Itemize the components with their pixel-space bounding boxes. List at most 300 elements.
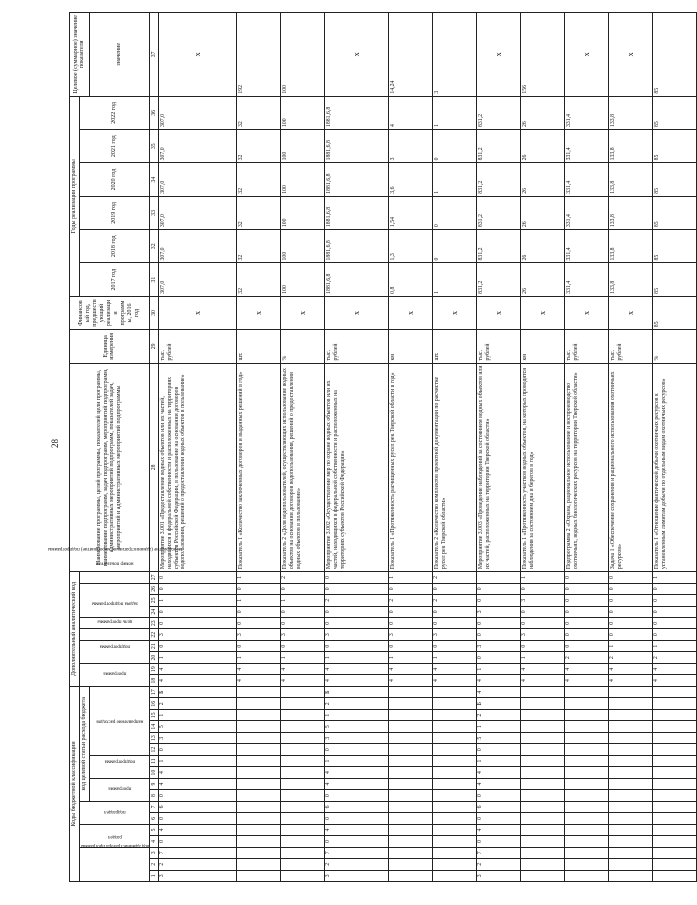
row-name: Показатель 2 «Количество комплектов проектной документации по расчистке русел рек Тверской области» (433, 363, 477, 572)
code-digit (653, 790, 697, 801)
year-2018-header: 2018 год (79, 230, 149, 263)
code-digit: 3 (433, 629, 477, 640)
code-digit: 5 (159, 721, 237, 732)
row-year-value: 100 (281, 130, 325, 163)
code-digit (389, 767, 433, 778)
code-digit: 2 (609, 652, 653, 663)
row-year-value: 331,4 (565, 196, 609, 229)
code-digit (389, 732, 433, 743)
row-year-value: 85 (653, 130, 697, 163)
row-year-value: 32 (237, 96, 281, 129)
code-digit (565, 709, 609, 720)
code-digit: 2 (325, 859, 389, 870)
code-digit: 2 (653, 652, 697, 663)
code-digit: 0 (159, 790, 237, 801)
code-digit (521, 698, 565, 709)
code-digit: 3 (325, 870, 389, 881)
code-digit: 0 (477, 583, 521, 594)
code-digit (565, 698, 609, 709)
row-year-value: 85 (653, 230, 697, 263)
row-year-value: 26 (521, 130, 565, 163)
code-digit: 3 (159, 870, 237, 881)
code-digit: 3 (325, 732, 389, 743)
table-row (159, 13, 237, 882)
program-header: программа (89, 778, 149, 801)
code-digit: 4 (477, 767, 521, 778)
code-digit: 0 (325, 836, 389, 847)
row-name: Показатель 1 «Протяженность участков водных объектов, на которых проводятся наблюдения за состоянием дна и берегов в год» (521, 363, 565, 572)
code-digit (565, 778, 609, 789)
code-digit: 4 (159, 778, 237, 789)
row-year-value: 0 (433, 130, 477, 163)
activity-header: мероприятие (административное мероприятие) подпрограммы (79, 583, 149, 617)
code-digit: 4 (433, 675, 477, 686)
code-digit: 1 (159, 709, 237, 720)
code-digit (609, 836, 653, 847)
code-digit: 1 (477, 721, 521, 732)
code-digit (565, 790, 609, 801)
column-number: 9 (149, 778, 159, 789)
column-number: 2 (149, 859, 159, 870)
code-digit: 2 (325, 698, 389, 709)
page-number: 28 (50, 439, 60, 448)
code-digit: Б (477, 698, 521, 709)
code-digit: 0 (281, 618, 325, 629)
code-digit (565, 801, 609, 812)
code-digit: 6 (159, 801, 237, 812)
column-number: 30 (149, 296, 159, 329)
code-digit: 1 (237, 652, 281, 663)
code-digit: 1 (159, 755, 237, 766)
code-digit: 1 (281, 595, 325, 606)
code-digit (653, 767, 697, 778)
row-year-value: 26 (521, 230, 565, 263)
code-digit: 3 (389, 629, 433, 640)
row-prev-year: 85 (653, 296, 697, 329)
column-number: 26 (149, 583, 159, 594)
year-2020-header: 2020 год (79, 163, 149, 196)
code-digit (609, 847, 653, 858)
code-digit: 4 (477, 778, 521, 789)
code-digit: 4 (653, 663, 697, 674)
code-digit (389, 744, 433, 755)
code-digit: 0 (477, 790, 521, 801)
code-digit (433, 767, 477, 778)
column-number: 11 (149, 755, 159, 766)
code-digit: 0 (653, 583, 697, 594)
code-digit: 4 (609, 663, 653, 674)
code-digit (281, 732, 325, 743)
subsection-header: подраздел (79, 801, 149, 824)
column-number: 3 (149, 847, 159, 858)
column-number: 20 (149, 652, 159, 663)
row-year-value: 133,8 (609, 130, 653, 163)
year-2017-header: 2017 год (79, 263, 149, 296)
column-number: 28 (149, 363, 159, 572)
code-digit (281, 744, 325, 755)
row-prev-year: x (433, 296, 477, 329)
code-digit: 0 (565, 572, 609, 583)
row-year-value: 1881,6,8 (325, 96, 389, 129)
code-digit: 0 (325, 813, 389, 824)
code-digit (653, 732, 697, 743)
code-digit (521, 790, 565, 801)
row-year-value: 1881,6,8 (325, 130, 389, 163)
code-digit: 0 (565, 618, 609, 629)
code-digit (433, 870, 477, 881)
code-digit (237, 847, 281, 858)
code-digit: 2 (281, 572, 325, 583)
row-year-value: 100 (281, 230, 325, 263)
code-digit: 1 (653, 572, 697, 583)
code-digit: 4 (609, 675, 653, 686)
row-year-value: 32 (237, 130, 281, 163)
column-numbers-row (149, 13, 159, 882)
code-digit (521, 755, 565, 766)
code-digit: 2 (159, 859, 237, 870)
code-digit (433, 721, 477, 732)
code-digit (521, 870, 565, 881)
ext-program-header: программа (79, 663, 149, 686)
code-digit (433, 847, 477, 858)
row-unit: шт. (237, 330, 281, 363)
row-name: Подпрограмма 2 «Охрана, рациональное использование и воспроизводство охотничьих, водных биологических ресурсов на территории Тверской области» (565, 363, 609, 572)
row-unit: % (281, 330, 325, 363)
row-target: x (609, 13, 653, 97)
code-digit (609, 732, 653, 743)
row-name: Показатель 2 «Доля водопользователей, осуществляющих использование водных объектов на основании договоров водопользования, решений о предоставлении водных объектов в пользование» (281, 363, 325, 572)
column-number: 23 (149, 618, 159, 629)
code-digit (521, 836, 565, 847)
row-year-value: 831,2 (477, 130, 521, 163)
code-digit (433, 686, 477, 698)
table-row (237, 13, 281, 882)
code-digit (609, 721, 653, 732)
row-prev-year: x (565, 296, 609, 329)
column-number: 8 (149, 790, 159, 801)
row-prev-year: x (477, 296, 521, 329)
code-digit: 4 (433, 663, 477, 674)
column-number: 36 (149, 96, 159, 129)
code-digit (281, 859, 325, 870)
code-digit (653, 698, 697, 709)
row-year-value: 831,2 (477, 96, 521, 129)
table-row (477, 13, 521, 882)
code-digit (389, 698, 433, 709)
column-number: 35 (149, 130, 159, 163)
code-digit: 0 (477, 629, 521, 640)
code-digit: 1 (521, 652, 565, 663)
unit-header: Единица измерения (70, 330, 150, 363)
row-name: Мероприятие 3.001 «Предоставление водных объектов или их частей, находящихся в федеральной собственности и расположенных на территориях субъектов Российской Федерации, в пользование на основании договоров водопользования, решений о предоставлении водных объектов в пользование» (159, 363, 237, 572)
code-digit (653, 721, 697, 732)
table-row (609, 13, 653, 882)
row-year-value: 100 (281, 96, 325, 129)
year-2019-header: 2019 год (79, 196, 149, 229)
row-year-value: 1 (433, 163, 477, 196)
code-digit (521, 778, 565, 789)
code-digit: 4 (159, 767, 237, 778)
code-digit (389, 778, 433, 789)
code-digit: 2 (433, 595, 477, 606)
row-year-value: 307,0 (159, 130, 237, 163)
code-digit: Б (325, 686, 389, 698)
code-digit: 2 (325, 595, 389, 606)
row-year-value: 307,0 (159, 163, 237, 196)
code-digit (609, 744, 653, 755)
code-digit: 0 (159, 572, 237, 583)
goal-header: цель программы (79, 629, 149, 640)
row-year-value: 1881,6,8 (325, 163, 389, 196)
row-name: Мероприятие 3.002 «Осуществление мер по охране водных объектов или их частей, находящихся в федеральной собственности и расположенных на территориях субъектов Российской Федерации» (325, 363, 389, 572)
table-row (325, 13, 389, 882)
code-digit (237, 813, 281, 824)
code-digit: 0 (477, 595, 521, 606)
code-digit (653, 709, 697, 720)
code-digit: 4 (325, 675, 389, 686)
code-digit (653, 824, 697, 835)
code-digit: 0 (159, 618, 237, 629)
row-year-value: 32 (237, 163, 281, 196)
row-prev-year: x (281, 296, 325, 329)
column-number: 13 (149, 732, 159, 743)
code-digit: 7 (477, 847, 521, 858)
code-digit: 1 (609, 640, 653, 651)
row-unit: км (389, 330, 433, 363)
code-digit (521, 847, 565, 858)
code-digit (281, 778, 325, 789)
code-digit (433, 813, 477, 824)
row-year-value: 26 (521, 96, 565, 129)
code-digit (237, 755, 281, 766)
code-digit: 2 (433, 572, 477, 583)
code-digit: 6 (325, 801, 389, 812)
code-digit (565, 686, 609, 698)
code-digit (281, 824, 325, 835)
row-year-value: 1,54 (389, 196, 433, 229)
code-digit (281, 698, 325, 709)
code-digit: 4 (237, 663, 281, 674)
code-digit (237, 859, 281, 870)
code-digit: 4 (159, 824, 237, 835)
code-digit (389, 824, 433, 835)
row-year-value: 3 (389, 130, 433, 163)
column-number: 15 (149, 709, 159, 720)
code-digit: 5 (477, 732, 521, 743)
year-2021-header: 2021 год (79, 130, 149, 163)
code-digit (653, 813, 697, 824)
code-digit: 0 (609, 629, 653, 640)
column-number: 6 (149, 813, 159, 824)
row-target: x (325, 13, 389, 97)
row-year-value: 32 (237, 230, 281, 263)
code-digit (653, 755, 697, 766)
row-year-value: 1 (433, 96, 477, 129)
code-digit: 0 (389, 606, 433, 617)
row-year-value: 831,2 (477, 263, 521, 296)
row-year-value: 831,2 (477, 230, 521, 263)
code-digit (433, 778, 477, 789)
code-digit (281, 870, 325, 881)
code-digit (433, 790, 477, 801)
row-prev-year: x (521, 296, 565, 329)
row-year-value: 26 (521, 163, 565, 196)
code-digit (521, 767, 565, 778)
code-digit (521, 859, 565, 870)
code-digit (237, 709, 281, 720)
admin-code-header: код администратора программы (79, 847, 149, 881)
code-digit: 0 (609, 583, 653, 594)
code-digit (281, 801, 325, 812)
column-number: 17 (149, 686, 159, 698)
column-number: 29 (149, 330, 159, 363)
row-year-value: 331,4 (565, 130, 609, 163)
code-digit: 0 (477, 813, 521, 824)
code-digit: 0 (389, 618, 433, 629)
year-2022-header: 2022 год (79, 96, 149, 129)
code-digit (389, 790, 433, 801)
column-number: 12 (149, 744, 159, 755)
code-digit (653, 836, 697, 847)
column-number: 32 (149, 230, 159, 263)
code-digit: 1 (389, 572, 433, 583)
row-unit: шт. (433, 330, 477, 363)
code-digit: 4 (477, 824, 521, 835)
code-digit (653, 686, 697, 698)
code-digit: 3 (237, 629, 281, 640)
code-digit (609, 778, 653, 789)
column-number: 27 (149, 572, 159, 583)
code-digit: 3 (325, 629, 389, 640)
code-digit: 0 (609, 595, 653, 606)
code-digit (237, 721, 281, 732)
code-digit: 0 (389, 640, 433, 651)
row-year-value: 133,8 (609, 163, 653, 196)
code-digit: 1 (521, 572, 565, 583)
row-unit: тыс. рублей (159, 330, 237, 363)
table-row (389, 13, 433, 882)
column-number: 7 (149, 801, 159, 812)
code-digit: 2 (565, 652, 609, 663)
row-unit: тыс. рублей (325, 330, 389, 363)
row-year-value: 100 (281, 163, 325, 196)
code-digit: 0 (653, 618, 697, 629)
code-digit (281, 721, 325, 732)
row-year-value: 331,4 (565, 163, 609, 196)
column-number: 19 (149, 663, 159, 674)
code-digit: 0 (565, 595, 609, 606)
column-number: 24 (149, 606, 159, 617)
code-digit: 1 (325, 652, 389, 663)
row-year-value: 32 (237, 196, 281, 229)
code-digit (521, 801, 565, 812)
code-digit: 4 (325, 663, 389, 674)
code-digit (433, 744, 477, 755)
budget-code-header: код целевой статьи расхода бюджета (79, 686, 89, 801)
task-header: задача подпрограммы (79, 618, 149, 629)
target-group-header: Целевое (суммарное) значение показателя (70, 13, 90, 97)
row-name: Показатель 1 «Количество заключенных договоров и выданных решений в год» (237, 363, 281, 572)
code-digit: 4 (159, 675, 237, 686)
code-digit: 0 (237, 640, 281, 651)
column-number: 14 (149, 721, 159, 732)
code-digit: 4 (159, 663, 237, 674)
row-year-value: 307,0 (159, 196, 237, 229)
row-year-value: 307,0 (159, 263, 237, 296)
code-digit: 0 (325, 744, 389, 755)
row-year-value: 0,8 (389, 263, 433, 296)
code-digit (565, 767, 609, 778)
code-digit: 0 (237, 583, 281, 594)
row-year-value: 133,8 (609, 196, 653, 229)
code-digit (281, 686, 325, 698)
code-digit (609, 824, 653, 835)
code-digit (609, 790, 653, 801)
code-digit: 4 (325, 824, 389, 835)
row-year-value: 0 (433, 196, 477, 229)
code-digit: 0 (159, 813, 237, 824)
row-year-value: 26 (521, 196, 565, 229)
row-year-value: 331,4 (565, 96, 609, 129)
code-digit (521, 744, 565, 755)
column-number: 37 (149, 13, 159, 97)
code-digit (237, 698, 281, 709)
code-digit (389, 755, 433, 766)
extra-code-header: Дополнительный аналитический код (70, 572, 80, 687)
code-digit: 1 (281, 652, 325, 663)
row-year-value: 1881,6,8 (325, 263, 389, 296)
row-target: 100 (281, 13, 325, 97)
code-digit (433, 824, 477, 835)
code-digit (609, 767, 653, 778)
table-body (159, 13, 697, 882)
code-digit: 5 (325, 721, 389, 732)
code-digit: 4 (565, 675, 609, 686)
code-digit (433, 732, 477, 743)
column-number: 16 (149, 698, 159, 709)
code-digit: 0 (159, 583, 237, 594)
code-digit: 3 (477, 870, 521, 881)
column-number: 1 (149, 870, 159, 881)
table-row (521, 13, 565, 882)
code-digit (389, 686, 433, 698)
code-digit (237, 778, 281, 789)
code-digit: 4 (325, 767, 389, 778)
target-value-header: значение (89, 13, 149, 97)
row-unit: км (521, 330, 565, 363)
code-digit (281, 767, 325, 778)
code-digit: 0 (521, 640, 565, 651)
row-year-value: 100 (281, 263, 325, 296)
code-digit: 1 (389, 652, 433, 663)
code-digit: Б (159, 686, 237, 698)
code-digit: 0 (653, 595, 697, 606)
column-number: 18 (149, 675, 159, 686)
code-digit: 4 (565, 663, 609, 674)
years-group-header: Годы реализации программы (70, 96, 80, 296)
row-target: x (565, 13, 609, 97)
code-digit (237, 801, 281, 812)
row-year-value: 100 (281, 196, 325, 229)
code-digit: 1 (159, 652, 237, 663)
column-number: 34 (149, 163, 159, 196)
row-unit: тыс. рублей (609, 330, 653, 363)
code-digit: 1 (159, 595, 237, 606)
row-name: Задача 1 «Обеспечение сохранения и рационального использования охотничьих ресурсов» (609, 363, 653, 572)
code-digit (433, 836, 477, 847)
code-digit (281, 755, 325, 766)
row-unit: % (653, 330, 697, 363)
